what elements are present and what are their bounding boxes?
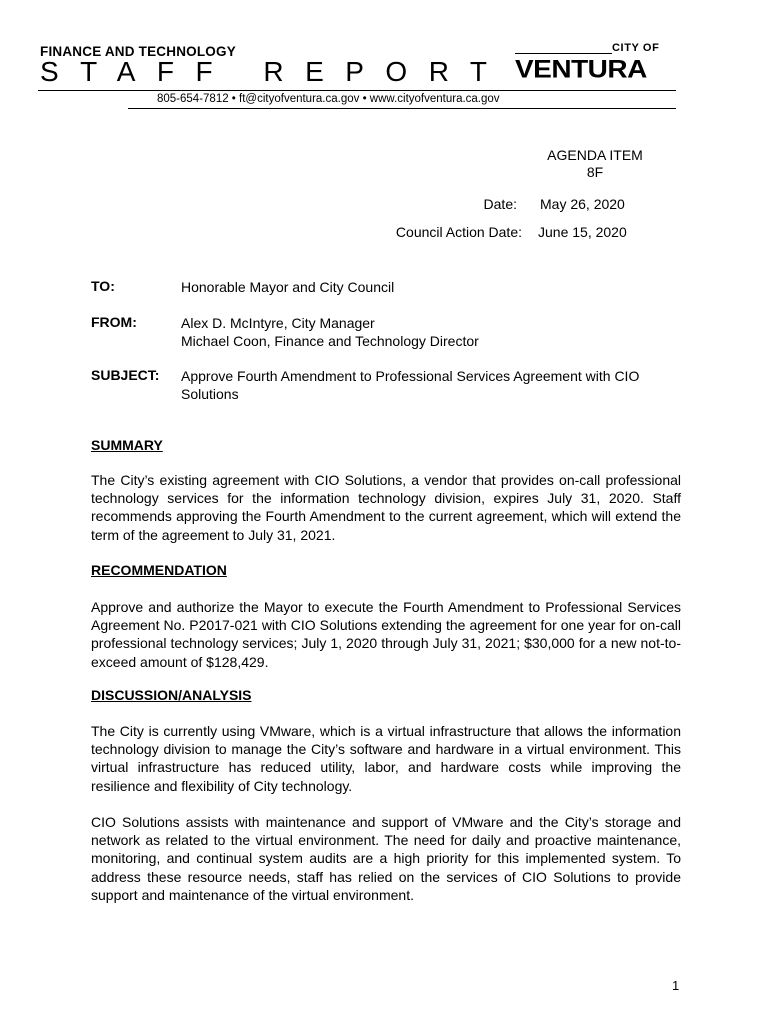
summary-paragraph: The City’s existing agreement with CIO Solutions, a vendor that provides on-call professional technology services for the information technology division, expires July 31, 2020. Staff recommends approving the Fourth Amendment to the current agreement, which will extend the term of the agreement to July 31, 2021.: [91, 472, 681, 543]
city-logo-rule: [515, 53, 612, 54]
contact-line: 805-654-7812 • ft@cityofventura.ca.gov • www.cityofventura.ca.gov: [157, 93, 500, 105]
subject-label: SUBJECT:: [91, 367, 160, 383]
report-title: STAFF REPORT: [40, 56, 509, 87]
from-line-2: Michael Coon, Finance and Technology Director: [181, 333, 479, 349]
agenda-block: [520, 147, 670, 181]
header-divider: [38, 90, 676, 91]
discussion-paragraph-2: CIO Solutions assists with maintenance and support of VMware and the City’s storage and network as related to the virtual environment. The need for daily and proactive maintenance, monitoring, and continual system audits are a high priority for this implemented system. To address these resource needs, staff has relied on the services of CIO Solutions to provide support and maintenance of the virtual environment.: [91, 814, 681, 903]
date-label: Date:: [483, 196, 517, 212]
from-line-1: Alex D. McIntyre, City Manager: [181, 315, 375, 331]
summary-heading: SUMMARY: [91, 437, 163, 453]
from-value: [181, 314, 681, 350]
council-action-date-value: June 15, 2020: [538, 224, 627, 240]
department-name: FINANCE AND TECHNOLOGY: [40, 44, 236, 59]
recommendation-paragraph: Approve and authorize the Mayor to execute the Fourth Amendment to Professional Services Agreement No. P2017-021 with CIO Solutions extending the agreement for one year for on-call professional technology services; July 1, 2020 through July 31, 2021; $30,000 for a new not-to-exceed amount of $128,429.: [91, 599, 681, 670]
from-label: FROM:: [91, 314, 137, 330]
to-label: TO:: [91, 278, 115, 294]
city-of-label: CITY OF: [612, 42, 660, 54]
subject-value: [181, 367, 681, 403]
recommendation-heading: RECOMMENDATION: [91, 562, 227, 578]
city-logo: VENTURA: [515, 55, 647, 83]
discussion-heading: DISCUSSION/ANALYSIS: [91, 687, 252, 703]
agenda-label: AGENDA ITEM: [547, 147, 643, 163]
contact-divider: [128, 108, 676, 109]
date-value: May 26, 2020: [540, 196, 625, 212]
page-number: 1: [672, 978, 680, 993]
discussion-paragraph-1: The City is currently using VMware, which is a virtual infrastructure that allows the information technology division to manage the City’s software and hardware in a virtual environment. This virtual infrastructure has reduced utility, labor, and hardware costs while improving the resilience and flexibility of City technology.: [91, 723, 681, 794]
subject-line-2: Solutions: [181, 386, 239, 402]
council-action-date-label: Council Action Date:: [395, 224, 522, 240]
subject-line-1: Approve Fourth Amendment to Professional Services Agreement with CIO: [181, 368, 640, 384]
agenda-item-number: 8F: [586, 164, 604, 180]
to-value: Honorable Mayor and City Council: [181, 279, 395, 295]
